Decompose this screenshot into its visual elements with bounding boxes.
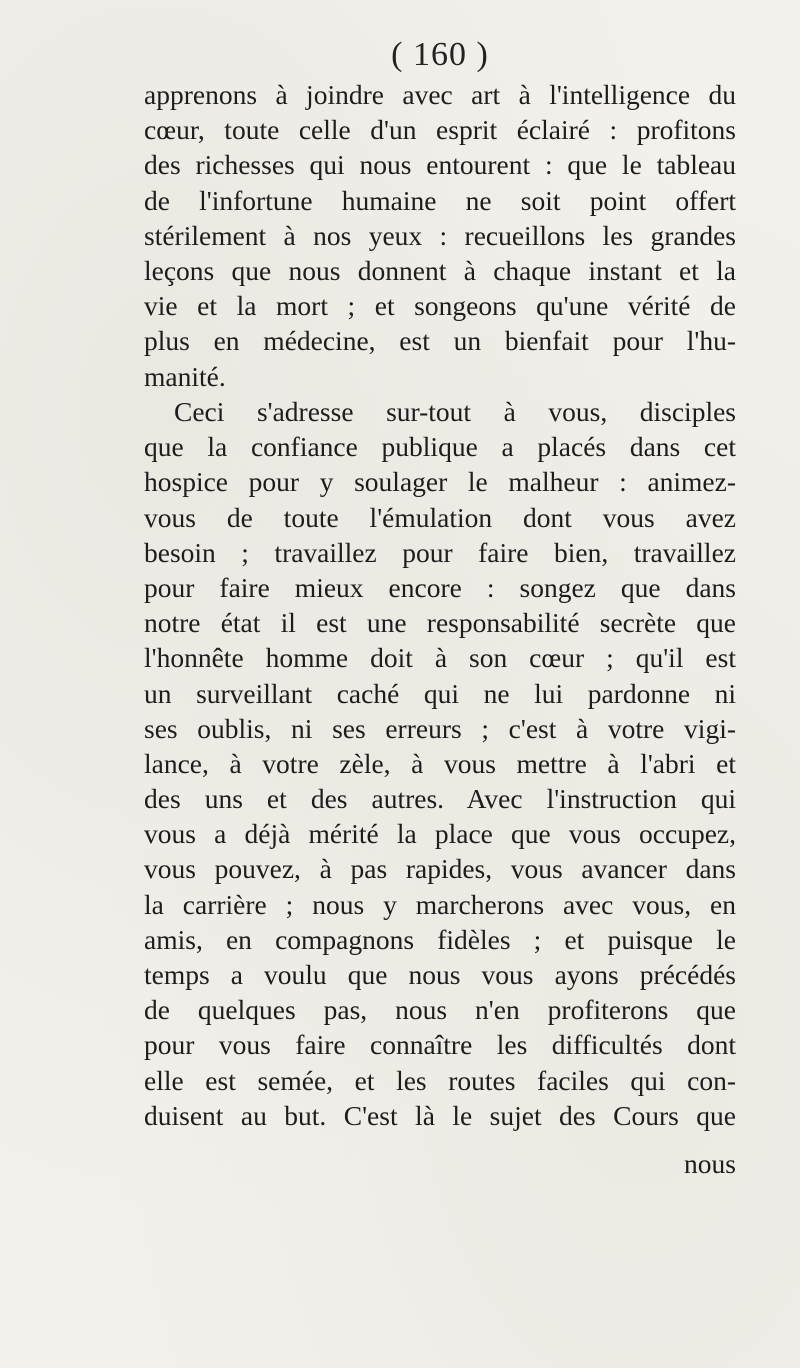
text-line: manité. [144,360,226,392]
text-line: pour faire mieux encore : songez que dans [144,571,736,603]
text-line: un surveillant caché qui ne lui pardonne ni [144,677,736,709]
paragraph-1 [144,77,736,394]
text-line: l'honnête homme doit à son cœur ; qu'il est [144,642,736,674]
text-line: des uns et des autres. Avec l'instruction qui [144,783,736,815]
text-line: elle est semée, et les routes faciles qui con- [144,1064,736,1096]
text-line: ses oublis, ni ses erreurs ; c'est à votre vigi- [144,712,736,744]
text-line: Ceci s'adresse sur-tout à vous, disciples [174,396,736,427]
text-line: amis, en compagnons fidèles ; et puisque le [144,923,736,955]
text-line: besoin ; travaillez pour faire bien, travaillez [144,536,736,568]
text-line: hospice pour y soulager le malheur : animez- [144,466,736,498]
text-line: plus en médecine, est un bienfait pour l'hu- [144,325,736,357]
text-line: temps a voulu que nous vous ayons précédés [144,959,736,990]
text-line: cœur, toute celle d'un esprit éclairé : profitons [144,114,736,146]
text-line: stérilement à nos yeux : recueillons les grandes [144,219,736,251]
text-line: vie et la mort ; et songeons qu'une vérité de [144,290,736,322]
text-line: pour vous faire connaître les difficultés dont [144,1029,736,1061]
page-number: ( 160 ) [391,36,489,73]
text-line: que la confiance publique a placés dans cet [144,431,736,463]
text-line: vous a déjà mérité la place que vous occupez, [144,818,736,850]
text-line: de quelques pas, nous n'en profiterons que [144,994,736,1026]
text-line: des richesses qui nous entourent : que le tableau [144,149,736,181]
text-line: notre état il est une responsabilité secrète que [144,607,736,639]
text-line: de l'infortune humaine ne soit point offert [144,184,736,216]
catchword: nous [684,1148,736,1179]
text-line: vous de toute l'émulation dont vous avez [144,501,736,533]
text-line: duisent au but. C'est là le sujet des Cours que [144,1099,736,1131]
text-line: lance, à votre zèle, à vous mettre à l'abri et [144,747,736,779]
paragraph-2 [144,394,736,1133]
text-line: leçons que nous donnent à chaque instant et la [144,254,736,286]
text-line: la carrière ; nous y marcherons avec vous, en [144,888,736,920]
text-line: vous pouvez, à pas rapides, vous avancer dans [144,853,736,885]
text-line: apprenons à joindre avec art à l'intelligence du [144,79,736,110]
